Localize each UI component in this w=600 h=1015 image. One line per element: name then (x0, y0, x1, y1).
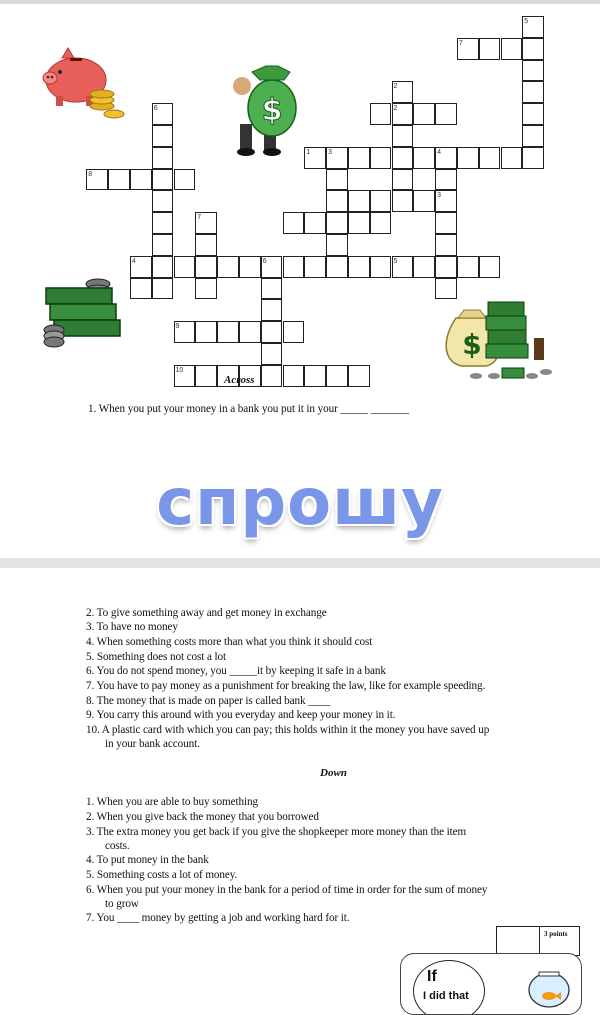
crossword-cell[interactable] (522, 125, 544, 147)
crossword-cell[interactable] (304, 212, 326, 234)
down-clue-5: 5. Something costs a lot of money. (86, 869, 238, 881)
crossword-cell[interactable] (479, 147, 501, 169)
across-clue-3: 3. To have no money (86, 621, 178, 633)
crossword-cell[interactable] (348, 365, 370, 387)
crossword-cell[interactable] (413, 256, 435, 278)
overlay-caption: спрошу (156, 466, 444, 540)
crossword-cell[interactable] (304, 365, 326, 387)
page-divider (0, 558, 600, 568)
crossword-cell[interactable] (326, 256, 348, 278)
down-clue-3-cont: costs. (105, 840, 130, 852)
crossword-cell[interactable] (304, 256, 326, 278)
crossword-cell[interactable] (283, 321, 305, 343)
crossword-cell[interactable] (152, 278, 174, 300)
crossword-cell[interactable] (152, 190, 174, 212)
card-line-1: If (427, 968, 437, 985)
crossword-cell[interactable] (261, 299, 283, 321)
crossword-cell[interactable] (152, 147, 174, 169)
crossword-cell[interactable] (522, 60, 544, 82)
crossword-cell[interactable] (370, 147, 392, 169)
crossword-clue-number: 8 (88, 170, 93, 178)
cash-stack-icon (42, 274, 128, 348)
fishbowl-icon (527, 968, 571, 1008)
crossword-clue-number: 4 (437, 148, 441, 156)
down-clue-1: 1. When you are able to buy something (86, 796, 258, 808)
crossword-cell[interactable] (348, 190, 370, 212)
crossword-clue-number: 3 (328, 148, 332, 156)
crossword-clue-number: 9 (175, 323, 180, 331)
crossword-cell[interactable] (370, 103, 392, 125)
across-clue-7: 7. You have to pay money as a punishment for breaking the law, like for example speeding. (86, 680, 486, 692)
crossword-cell[interactable] (392, 169, 414, 191)
crossword-cell[interactable] (217, 321, 239, 343)
crossword-clue-number: 4 (131, 257, 136, 265)
crossword-cell[interactable] (217, 256, 239, 278)
crossword-cell[interactable] (108, 169, 130, 191)
crossword-clue-number: 7 (458, 39, 463, 47)
crossword-cell[interactable] (261, 343, 283, 365)
crossword-clue-number: 2 (393, 83, 398, 91)
crossword-clue-number: 6 (153, 105, 158, 113)
if-i-did-that-card (400, 953, 582, 1015)
points-label: 3 points (544, 930, 568, 938)
crossword-cell[interactable] (283, 256, 305, 278)
crossword-cell[interactable] (152, 125, 174, 147)
across-clue-2: 2. To give something away and get money in exchange (86, 607, 327, 619)
across-clue-1: 1. When you put your money in a bank you put it in your _____ _______ (88, 403, 410, 415)
crossword-clue-number: 5 (393, 257, 398, 265)
crossword-cell[interactable] (435, 103, 457, 125)
crossword-cell[interactable] (261, 278, 283, 300)
crossword-clue-number: 1 (306, 148, 311, 156)
across-clue-8: 8. The money that is made on paper is called bank ____ (86, 695, 331, 707)
down-clue-6: 6. When you put your money in the bank for a period of time in order for the sum of money (86, 884, 488, 896)
crossword-clue-number: 3 (437, 192, 441, 200)
crossword-cell[interactable] (261, 365, 283, 387)
crossword-clue-number: 10 (175, 366, 184, 374)
crossword-cell[interactable] (457, 256, 479, 278)
crossword-cell[interactable] (479, 256, 501, 278)
crossword-cell[interactable] (326, 190, 348, 212)
down-clue-6-cont: to grow (105, 898, 139, 910)
crossword-cell[interactable] (130, 278, 152, 300)
crossword-cell[interactable] (522, 103, 544, 125)
crossword-cell[interactable] (326, 234, 348, 256)
crossword-cell[interactable] (239, 256, 261, 278)
crossword-cell[interactable] (195, 321, 217, 343)
crossword-clue-number: 2 (393, 105, 398, 113)
crossword-cell[interactable] (174, 256, 196, 278)
crossword-cell[interactable] (413, 190, 435, 212)
crossword-cell[interactable] (435, 256, 457, 278)
svg-text:$: $ (462, 328, 482, 361)
crossword-cell[interactable] (522, 38, 544, 60)
across-clue-10: 10. A plastic card with which you can pay; this holds within it the money you have saved up (86, 724, 490, 736)
crossword-cell[interactable] (392, 190, 414, 212)
crossword-cell[interactable] (348, 147, 370, 169)
across-heading-top: Across (224, 374, 255, 386)
across-clue-4: 4. When something costs more than what you think it should cost (86, 636, 373, 648)
crossword-cell[interactable] (283, 212, 305, 234)
crossword-cell[interactable] (370, 212, 392, 234)
crossword-clue-number: 5 (524, 18, 529, 25)
piggy-bank-icon (40, 44, 126, 124)
crossword-cell[interactable] (501, 147, 523, 169)
crossword-cell[interactable] (261, 321, 283, 343)
svg-text:$: $ (261, 93, 283, 128)
crossword-cell[interactable] (326, 365, 348, 387)
down-clue-7: 7. You ____ money by getting a job and working hard for it. (86, 912, 350, 924)
down-clue-4: 4. To put money in the bank (86, 854, 209, 866)
crossword-cell[interactable] (152, 234, 174, 256)
points-score-field (497, 927, 540, 955)
crossword-cell[interactable] (501, 38, 523, 60)
crossword-cell[interactable] (348, 256, 370, 278)
across-clue-5: 5. Something does not cost a lot (86, 651, 227, 663)
crossword-cell[interactable] (326, 212, 348, 234)
crossword-cell[interactable] (152, 169, 174, 191)
crossword-cell[interactable] (370, 190, 392, 212)
crossword-cell[interactable] (130, 169, 152, 191)
crossword-cell[interactable] (283, 365, 305, 387)
money-pile-icon (436, 288, 560, 384)
crossword-cell[interactable] (195, 234, 217, 256)
money-bag-man-icon (230, 64, 300, 156)
card-line-2: I did that (423, 990, 469, 1002)
crossword-cell[interactable] (522, 81, 544, 103)
crossword-cell[interactable] (522, 147, 544, 169)
crossword-cell[interactable] (174, 169, 196, 191)
across-clue-10-cont: in your bank account. (105, 738, 200, 750)
crossword-cell[interactable] (152, 256, 174, 278)
crossword-cell[interactable] (370, 256, 392, 278)
crossword-cell[interactable] (413, 103, 435, 125)
crossword-cell[interactable] (152, 212, 174, 234)
crossword-cell[interactable] (348, 212, 370, 234)
crossword-cell[interactable] (392, 125, 414, 147)
across-clue-9: 9. You carry this around with you everyday and keep your money in it. (86, 709, 396, 721)
crossword-cell[interactable] (413, 147, 435, 169)
crossword-cell[interactable] (195, 278, 217, 300)
crossword-cell[interactable] (195, 256, 217, 278)
down-heading: Down (320, 767, 347, 779)
crossword-clue-number: 7 (197, 214, 202, 222)
crossword-cell[interactable] (392, 147, 414, 169)
crossword-cell[interactable] (195, 365, 217, 387)
crossword-cell[interactable] (435, 169, 457, 191)
crossword-clue-number: 6 (262, 257, 267, 265)
down-clue-2: 2. When you give back the money that you borrowed (86, 811, 319, 823)
crossword-cell[interactable] (457, 147, 479, 169)
speech-bubble (413, 960, 485, 1015)
crossword-cell[interactable] (239, 321, 261, 343)
crossword-cell[interactable] (479, 38, 501, 60)
crossword-cell[interactable] (435, 234, 457, 256)
points-box (496, 926, 580, 956)
crossword-cell[interactable] (435, 212, 457, 234)
down-clue-3: 3. The extra money you get back if you give the shopkeeper more money than the item (86, 826, 467, 838)
crossword-cell[interactable] (326, 169, 348, 191)
across-clue-6: 6. You do not spend money, you _____it by keeping it safe in a bank (86, 665, 386, 677)
